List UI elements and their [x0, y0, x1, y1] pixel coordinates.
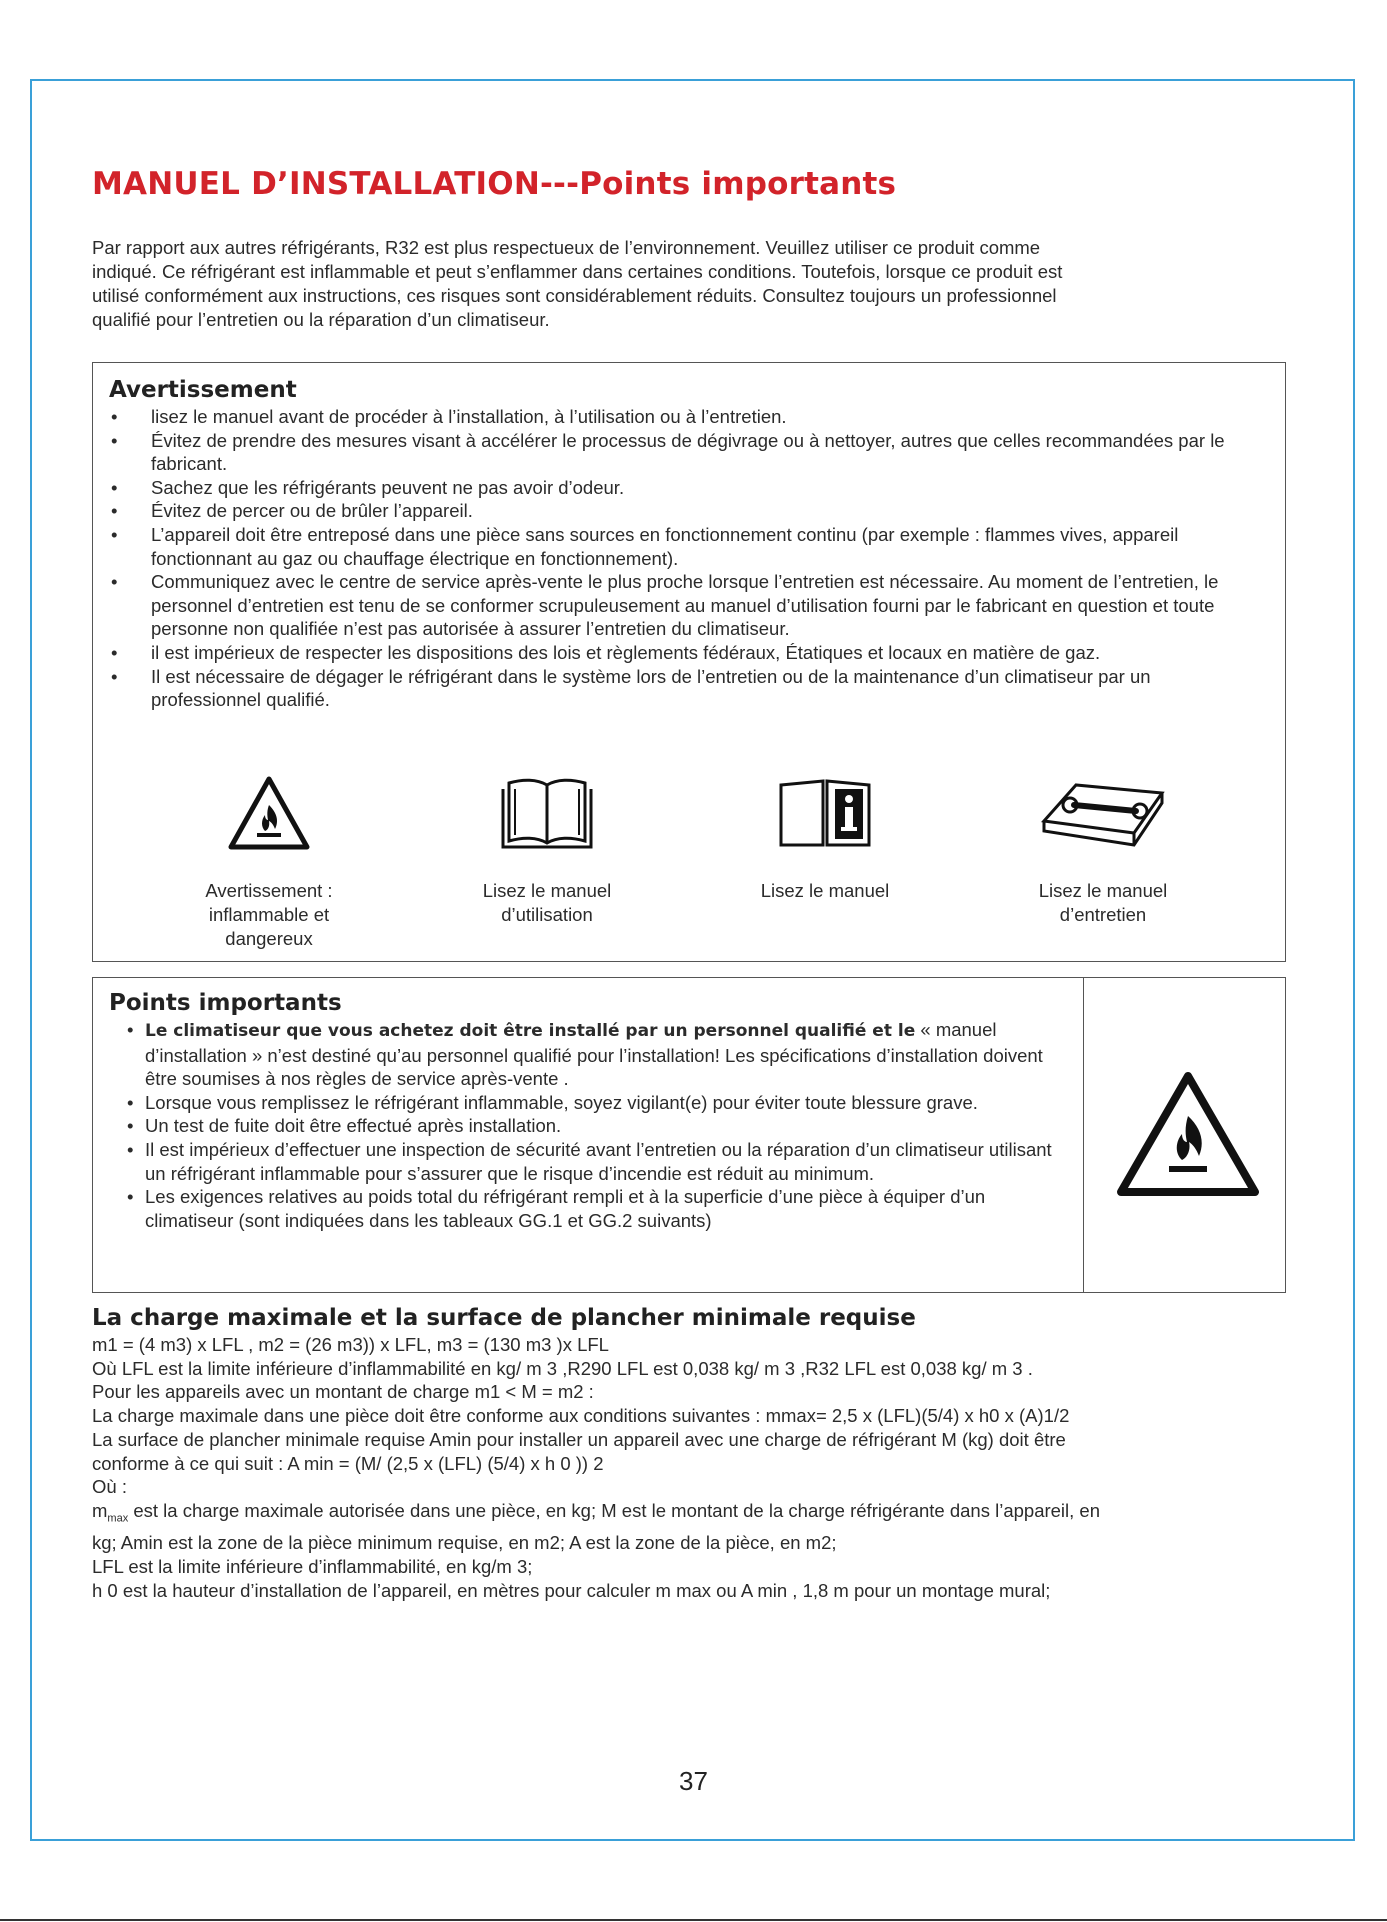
divider: [1083, 978, 1084, 1292]
list-item: • Communiquez avec le centre de service après-vente le plus proche lorsque l’entretien est nécessaire. Au moment de l’entretien, le personnel d’entretien est tenu de se conformer scrupuleusement au manuel d’utilisation fourni par le fabricant en question et toute personne non qualifiée n’est pas autorisée à assurer l’entretien du climatiseur.: [151, 570, 1261, 641]
bold-lead: Le climatiseur que vous achetez doit être installé par un personnel qualifié et le: [145, 1021, 916, 1041]
list-item: • Lorsque vous remplissez le réfrigérant inflammable, soyez vigilant(e) pour éviter toute blessure grave.: [127, 1091, 1072, 1115]
intro-line: indiqué. Ce réfrigérant est inflammable et peut s’enflammer dans certaines conditions. Toutefois, lorsque ce produit est: [92, 261, 1063, 282]
list-item: • Évitez de percer ou de brûler l’appareil.: [151, 499, 1261, 523]
warning-box: [92, 362, 1286, 962]
text-line: La charge maximale dans une pièce doit être conforme aux conditions suivantes : mmax= 2,5 x (LFL)(5/4) x h0 x (A)1/2: [92, 1405, 1070, 1427]
charge-text: [92, 1333, 1292, 1602]
label-line: Avertissement :: [205, 880, 333, 901]
section-heading: La charge maximale et la surface de plancher minimale requise: [92, 1305, 916, 1331]
mmax-symbol: m: [92, 1499, 108, 1521]
list-item: • Les exigences relatives au poids total du réfrigérant rempli et à la superficie d’une pièce à équiper d’un climatiseur (sont indiquées dans les tableaux GG.1 et GG.2 suivants): [127, 1185, 1072, 1232]
bottom-rule: [0, 1919, 1387, 1921]
intro-line: Par rapport aux autres réfrigérants, R32 est plus respectueux de l’environnement. Veuillez utiliser ce produit comme: [92, 237, 1041, 258]
mmax-subscript: max: [107, 1512, 129, 1525]
points-list: [127, 1018, 1072, 1232]
intro-line: qualifié pour l’entretien ou la réparation d’un climatiseur.: [92, 309, 550, 330]
label-line: Lisez le manuel: [1038, 880, 1168, 901]
intro-line: utilisé conformément aux instructions, ces risques sont considérablement réduits. Consultez toujours un professionnel: [92, 285, 1057, 306]
text-line: Où :: [92, 1476, 127, 1498]
text-line: [92, 1499, 1292, 1531]
page-number: 37: [679, 1766, 708, 1796]
mmax-definition: est la charge maximale autorisée dans une pièce, en kg; M est le montant de la charge réfrigérante dans l’appareil, en: [128, 1499, 1101, 1521]
list-item: • lisez le manuel avant de procéder à l’installation, à l’utilisation ou à l’entretien.: [151, 405, 1261, 429]
text-line: La surface de plancher minimale requise Amin pour installer un appareil avec une charge de réfrigérant M (kg) doit être: [92, 1428, 1066, 1450]
service-manual-icon: [1038, 775, 1168, 851]
list-item: • L’appareil doit être entreposé dans une pièce sans sources en fonctionnement continu (par exemple : flammes vives, appareil fonctionnant au gaz ou chauffage électrique en fonctionnement).: [151, 523, 1261, 570]
points-heading: Points importants: [109, 990, 342, 1016]
list-item: [127, 1018, 1072, 1091]
symbol-info-manual: [705, 775, 945, 903]
label-line: d’utilisation: [501, 904, 593, 925]
text-line: LFL est la limite inférieure d’inflammabilité, en kg/m 3;: [92, 1556, 533, 1578]
symbol-label: [983, 879, 1223, 927]
text-line: Pour les appareils avec un montant de charge m1 < M = m2 :: [92, 1381, 594, 1403]
list-item: • Sachez que les réfrigérants peuvent ne pas avoir d’odeur.: [151, 476, 1261, 500]
label-line: d’entretien: [1059, 904, 1147, 925]
warning-heading: Avertissement: [109, 377, 297, 403]
symbol-flammable: [149, 775, 389, 951]
warning-list: [151, 405, 1261, 712]
list-item: • Il est impérieux d’effectuer une inspection de sécurité avant l’entretien ou la réparation d’un climatiseur utilisant un réfrigérant inflammable pour s’assurer que le risque d’incendie est réduit au minimum.: [127, 1138, 1072, 1185]
symbol-open-manual: [427, 775, 667, 927]
page-title: MANUEL D’INSTALLATION---Points importants: [92, 166, 897, 202]
intro-paragraph: [92, 236, 1292, 332]
info-manual-icon: [775, 775, 875, 851]
label-line: Lisez le manuel: [482, 880, 612, 901]
text-line: m1 = (4 m3) x LFL , m2 = (26 m3)) x LFL, m3 = (130 m3 )x LFL: [92, 1334, 609, 1355]
label-line: dangereux: [225, 928, 313, 949]
symbol-label: [705, 879, 945, 903]
open-manual-icon: [497, 775, 597, 851]
list-item: • Un test de fuite doit être effectué après installation.: [127, 1114, 1072, 1138]
flammable-warning-icon: [227, 775, 311, 851]
symbol-service-manual: [983, 775, 1223, 927]
symbol-label: [427, 879, 667, 927]
text-line: Où LFL est la limite inférieure d’inflammabilité en kg/ m 3 ,R290 LFL est 0,038 kg/ m 3 ,R32 LFL est 0,038 kg/ m 3 .: [92, 1357, 1033, 1379]
symbol-label: [149, 879, 389, 951]
text-line: kg; Amin est la zone de la pièce minimum requise, en m2; A est la zone de la pièce, en m2;: [92, 1532, 837, 1554]
lead-rest: « manuel d’installation » n’est destiné qu’au personnel qualifié pour l’installation! Les spécifications d’installation doivent être soumises à nos règles de service après-vente .: [145, 1019, 1043, 1090]
text-line: conforme à ce qui suit : A min = (M/ (2,5 x (LFL) (5/4) x h 0 )) 2: [92, 1452, 604, 1474]
list-item: • il est impérieux de respecter les dispositions des lois et règlements fédéraux, Étatiques et locaux en matière de gaz.: [151, 641, 1261, 665]
list-item: • Il est nécessaire de dégager le réfrigérant dans le système lors de l’entretien ou de la maintenance d’un climatiseur par un professionnel qualifié.: [151, 665, 1261, 712]
label-line: Lisez le manuel: [760, 880, 890, 901]
important-points-box: [92, 977, 1286, 1293]
flammable-warning-icon: [1115, 1070, 1261, 1198]
symbols-row: [93, 775, 1285, 955]
text-line: h 0 est la hauteur d’installation de l’appareil, en mètres pour calculer m max ou A min , 1,8 m pour un montage mural;: [92, 1579, 1051, 1601]
label-line: inflammable et: [208, 904, 330, 925]
list-item: • Évitez de prendre des mesures visant à accélérer le processus de dégivrage ou à nettoyer, autres que celles recommandées par le fabricant.: [151, 429, 1261, 476]
